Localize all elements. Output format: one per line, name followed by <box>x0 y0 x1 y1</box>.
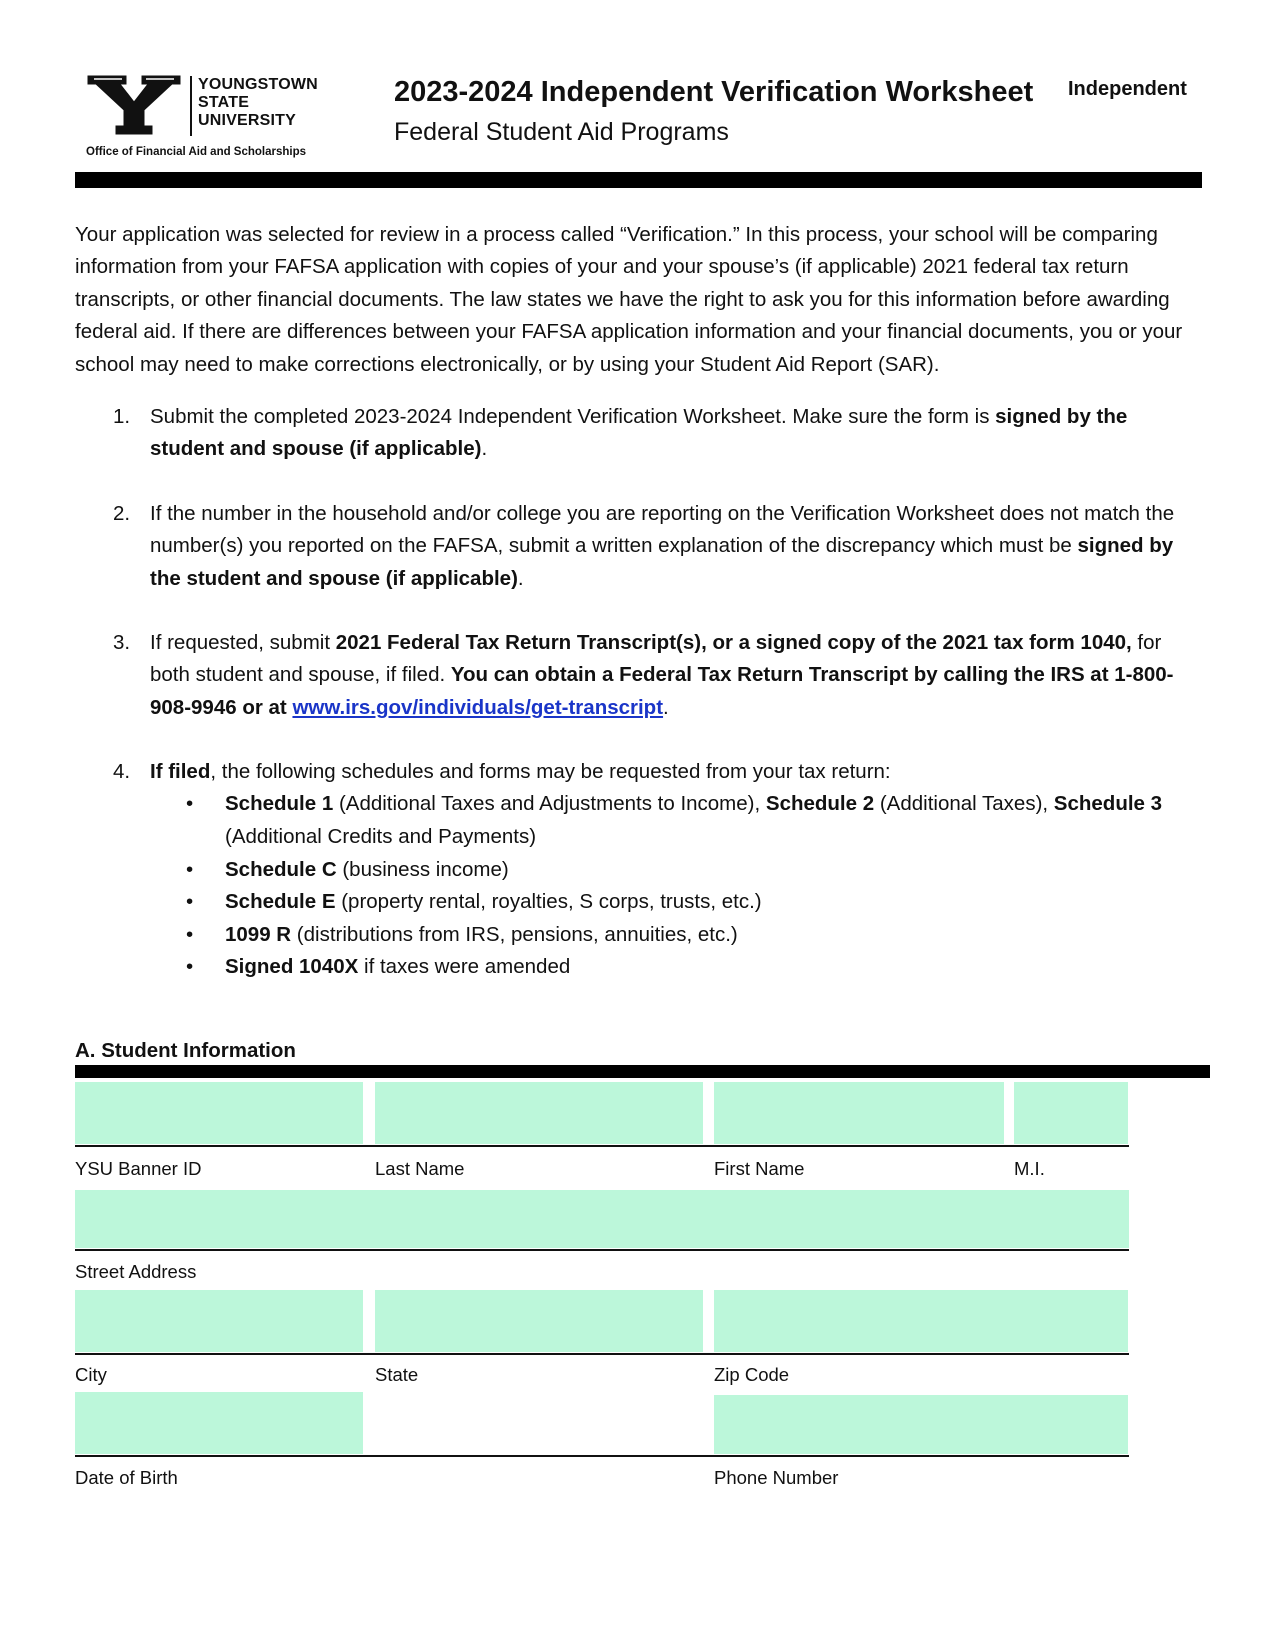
list-item <box>150 919 1193 952</box>
logo-name-line-1: YOUNGSTOWN <box>198 76 318 93</box>
list-item-text: (distributions from IRS, pensions, annuities, etc.) <box>291 922 738 946</box>
list-item-text: (Additional Taxes), <box>874 792 1054 816</box>
banner-id-label: YSU Banner ID <box>75 1158 202 1179</box>
first-name-label: First Name <box>714 1158 805 1179</box>
street-address-field[interactable] <box>75 1190 1129 1248</box>
section-a-divider <box>75 1065 1210 1078</box>
city-label: City <box>75 1364 107 1385</box>
logo-office-name: Office of Financial Aid and Scholarships <box>86 146 307 158</box>
item-emphasis: signed by the student and spouse (if applicable) <box>150 534 1174 590</box>
item-emphasis: signed by the student and spouse (if applicable) <box>150 405 1128 461</box>
field-underline <box>75 1455 1129 1457</box>
bullet-icon: • <box>186 890 194 914</box>
item-number: 2. <box>113 502 131 525</box>
page-title: 2023-2024 Independent Verification Worksheet <box>394 76 1034 108</box>
item-end: . <box>517 566 524 590</box>
date-of-birth-label: Date of Birth <box>75 1467 178 1488</box>
logo-divider <box>190 76 192 136</box>
item-text: If the number in the household and/or college you are reporting on the Verification Worksheet does not match the number(s) you reported on the FAFSA, submit a written explanation of the discrepancy which must be <box>150 502 1175 558</box>
list-item <box>150 854 1193 887</box>
middle-initial-label: M.I. <box>1014 1158 1045 1179</box>
item-emphasis: You can obtain a Federal Tax Return Transcript by calling the IRS at 1-800-908-9946 or at <box>150 663 1174 719</box>
list-item-text: (Additional Credits and Payments) <box>225 825 537 848</box>
instruction-item-4 <box>113 756 1193 984</box>
date-of-birth-field[interactable] <box>75 1392 363 1454</box>
bullet-icon: • <box>186 922 194 946</box>
item-text: , the following schedules and forms may be requested from your tax return: <box>210 760 891 783</box>
instruction-item-1 <box>113 401 1193 466</box>
bullet-icon: • <box>186 857 194 881</box>
item-number: 4. <box>113 760 131 783</box>
state-field[interactable] <box>375 1290 703 1352</box>
ysu-y-logo-icon <box>86 74 182 136</box>
state-label: State <box>375 1364 419 1385</box>
intro-paragraph: Your application was selected for review in a process called “Verification.” In this process, your school will be comparing information from your FAFSA application with copies of your and your spouse’s (if applicable) 2021 federal tax return transcripts, or other financial documents. The law states we have the right to ask you for this information before awarding federal aid. If there are differences between your FAFSA application information and your financial documents, you or your school may need to make corrections electronically, or by using your Student Aid Report (SAR). <box>75 223 1183 376</box>
first-name-field[interactable] <box>714 1082 1004 1144</box>
list-item-text: (business income) <box>336 857 509 881</box>
zip-code-label: Zip Code <box>714 1364 790 1385</box>
logo-name-line-3: UNIVERSITY <box>198 112 297 129</box>
last-name-field[interactable] <box>375 1082 703 1144</box>
instruction-item-3 <box>113 627 1193 724</box>
item-text: Submit the completed 2023-2024 Independent Verification Worksheet. Make sure the form is <box>150 405 996 428</box>
field-underline <box>75 1249 1129 1251</box>
zip-code-field[interactable] <box>714 1290 1128 1352</box>
item-end: . <box>663 695 669 719</box>
list-item-bold: Schedule 2 <box>765 792 875 816</box>
item-text: for both student and spouse, if filed. <box>150 631 1162 687</box>
list-item-text: (Additional Taxes and Adjustments to Income), <box>333 792 766 816</box>
list-item <box>150 788 1193 853</box>
list-item-bold: Schedule C <box>225 857 337 881</box>
header-divider <box>75 172 1202 188</box>
list-item-bold: Schedule 1 <box>225 792 334 816</box>
phone-number-field[interactable] <box>714 1395 1128 1454</box>
middle-initial-field[interactable] <box>1014 1082 1128 1144</box>
item-emphasis: 2021 Federal Tax Return Transcript(s), or a signed copy of the 2021 tax form 1040, <box>335 631 1132 654</box>
item-number: 3. <box>113 631 131 654</box>
street-address-label: Street Address <box>75 1261 197 1282</box>
city-field[interactable] <box>75 1290 363 1352</box>
list-item-bold: Signed 1040X <box>225 955 359 979</box>
item-end: . <box>481 437 488 461</box>
irs-transcript-link[interactable]: www.irs.gov/individuals/get-transcript <box>292 695 664 719</box>
schedule-list <box>150 788 1193 984</box>
logo-name-line-2: STATE <box>198 94 250 111</box>
bullet-icon: • <box>186 792 194 816</box>
university-logo <box>86 74 326 164</box>
list-item <box>150 886 1193 919</box>
item-number: 1. <box>113 405 131 428</box>
phone-number-label: Phone Number <box>714 1467 839 1488</box>
last-name-label: Last Name <box>375 1158 465 1179</box>
bullet-icon: • <box>186 955 194 979</box>
list-item-bold: Schedule E <box>225 890 336 914</box>
list-item-bold: Schedule 3 <box>1053 792 1163 816</box>
list-item-text: if taxes were amended <box>358 955 571 979</box>
list-item-text: (property rental, royalties, S corps, trusts, etc.) <box>335 890 762 914</box>
section-a-title: A. Student Information <box>75 1039 296 1062</box>
field-underline <box>75 1353 1129 1355</box>
list-item-bold: 1099 R <box>225 922 292 946</box>
item-text: If requested, submit <box>150 631 336 654</box>
instruction-item-2 <box>113 498 1193 595</box>
page-subtitle: Federal Student Aid Programs <box>394 118 729 146</box>
worksheet-type-label: Independent <box>1068 78 1187 100</box>
banner-id-field[interactable] <box>75 1082 363 1144</box>
item-emphasis: If filed <box>150 760 211 783</box>
field-underline <box>75 1145 1129 1147</box>
list-item <box>150 951 1193 984</box>
